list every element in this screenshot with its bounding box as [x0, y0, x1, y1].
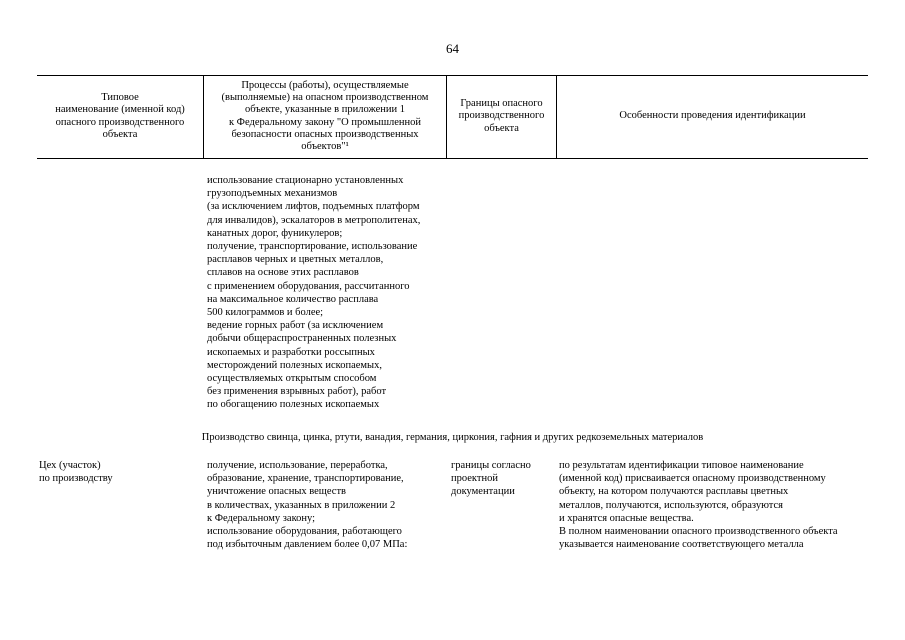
row-processes: получение, использование, переработка, образование, хранение, транспортирование, уничтожение опасных веществ в количествах, указанных в приложении 2 к Федеральному закону; использование оборудования, работающего под избыточным давлением более 0,07 МПа: — [207, 460, 408, 551]
table-header-bottom-rule — [37, 158, 868, 159]
row-identification-features: по результатам идентификации типовое наименование (именной код) присваивается опасному производственному объекту, на котором получаются расплавы цветных металлов, получаются, используются, образуются и хранятся опасные вещества. В полном наименовании опасного производственного объекта указывается наименование соответствующего металла — [559, 460, 838, 551]
header-object-name: Типовое наименование (именной код) опасного производственного объекта — [55, 92, 185, 140]
row-object-name: Цех (участок) по производству — [39, 460, 113, 485]
header-processes: Процессы (работы), осуществляемые (выполняемые) на опасном производственном объекте, указанные в приложении 1 к Федеральному закону "О промышленной безопасности опасных производственных объектов"¹ — [221, 79, 429, 152]
header-identification-features: Особенности проведения идентификации — [619, 110, 806, 122]
row-boundaries: границы согласно проектной документации — [451, 460, 531, 498]
section-title: Производство свинца, цинка, ртути, ванадия, германия, циркония, гафния и других редкоземельных материалов — [201, 432, 704, 443]
processes-continuation: использование стационарно установленных грузоподъемных механизмов (за исключением лифтов, подъемных платформ для инвалидов), эскалаторов в метрополитенах, канатных дорог, фуникулеров; получение, транспортирование, использование расплавов черных и цветных металлов, сплавов на основе этих расплавов с применением оборудования, рассчитанного на максимальное количество расплава 500 килограммов и более; ведение горных работ (за исключением добычи общераспространенных полезных ископаемых и разработки россыпных месторождений полезных ископаемых, осуществляемых открытым способом без применения взрывных работ), работ по обогащению полезных ископаемых — [207, 175, 421, 411]
header-boundaries: Границы опасного производственного объекта — [458, 98, 545, 134]
page-number: 64 — [446, 41, 459, 56]
